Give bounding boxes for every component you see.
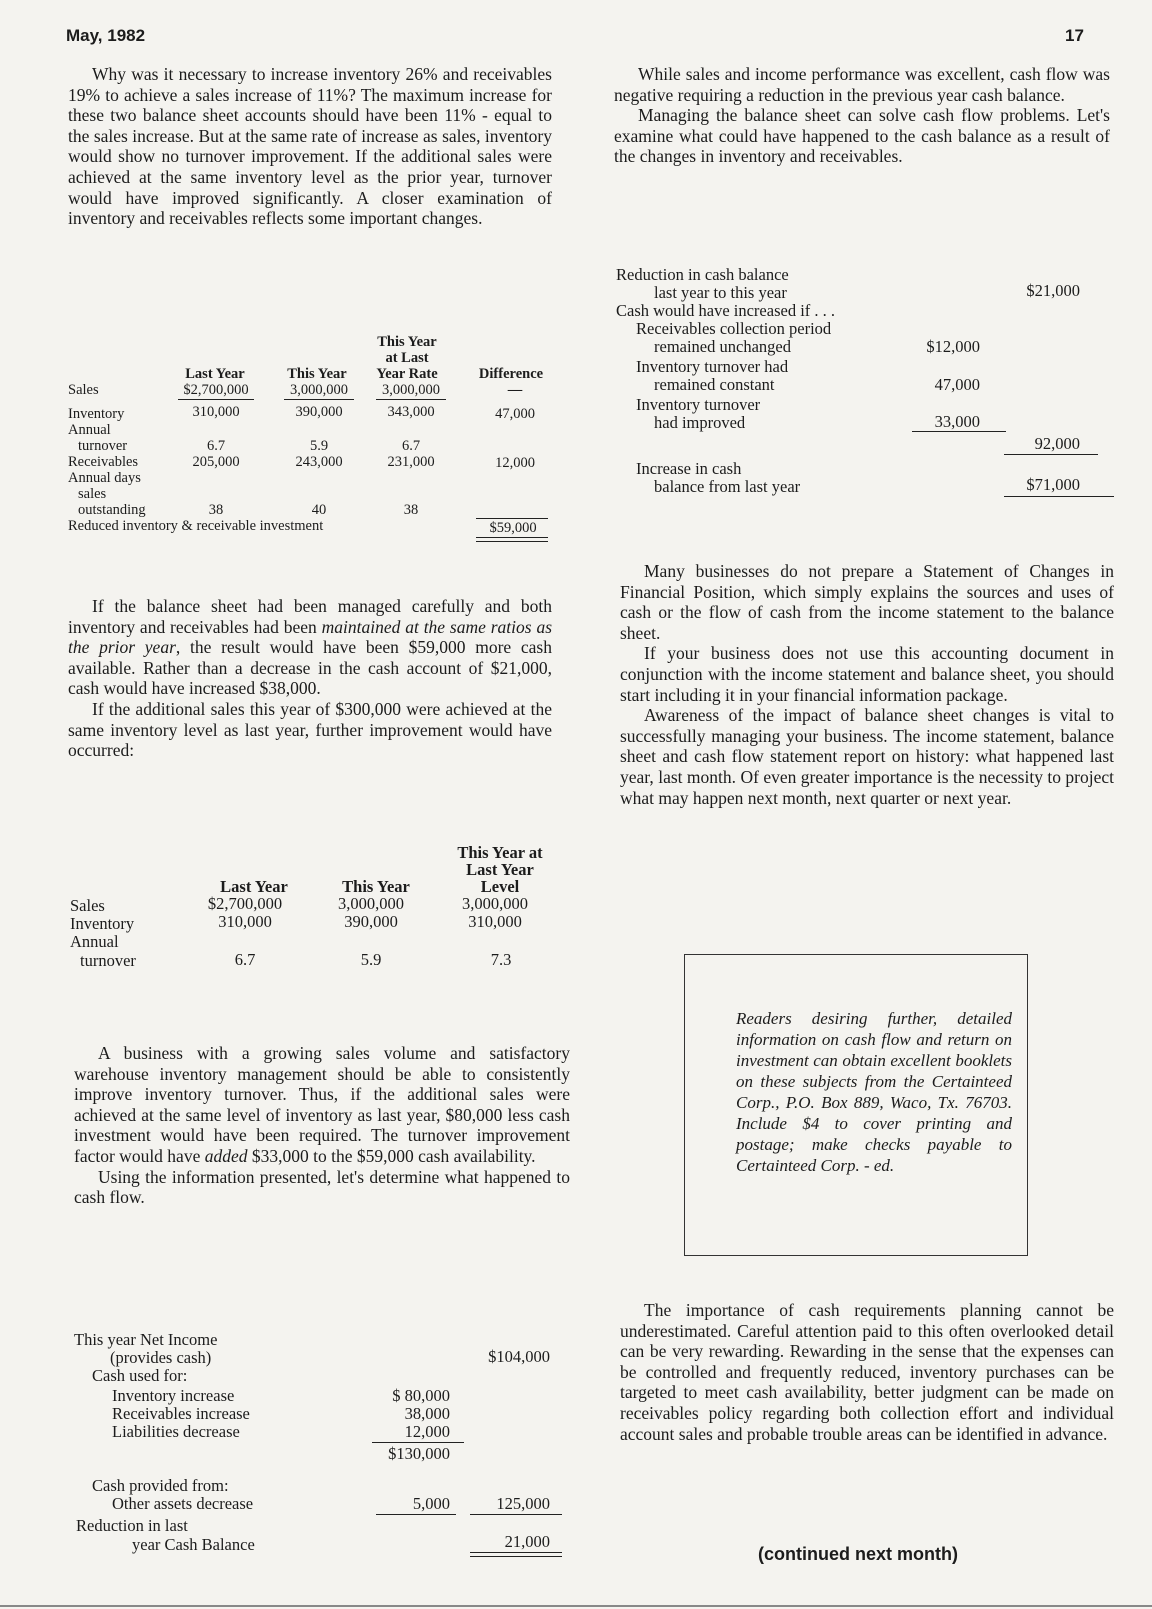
rc-inv-imp-1: Inventory turnover [636, 395, 761, 414]
t1-sales-dbl-rule-2 [284, 399, 354, 400]
awareness-paragraph: Awareness of the impact of balance sheet changes is vital to successfully managing your business. The income statement, balance sheet and cash flow statement report on history: what happened last year, last month. Of even greater importance is the necessity to project what may happen next month, next quarter or next year. [620, 705, 1114, 808]
rc-inv-const-2: remained constant [654, 375, 775, 394]
t2-head-level-3: Level [480, 877, 520, 896]
t1-inventory-this: 390,000 [295, 404, 343, 420]
t1-receivables-last: 205,000 [192, 454, 240, 470]
t1-head-last-year: Last Year [185, 366, 245, 382]
negative-cash-paragraph: While sales and income performance was excellent, cash flow was negative requiring a reduction in the previous year cash balance. [614, 64, 1110, 105]
t1-head-difference: Difference [478, 366, 544, 382]
rc-increase-value: $71,000 [1026, 475, 1080, 494]
t1-sales-dbl-rule-1 [178, 399, 254, 400]
rc-increase-2: balance from last year [654, 477, 801, 496]
t1-inventory-label: Inventory [68, 406, 125, 422]
cf-reduction-value: 21,000 [504, 1532, 550, 1551]
t1-reduced-value: $59,000 [489, 520, 537, 536]
t2-head-this-year: This Year [342, 877, 410, 896]
additional-sales-paragraph: If the additional sales this year of $300,000 were achieved at the same inventory level as last year, further improvement would have occurred: [68, 698, 552, 761]
t2-sales-last: $2,700,000 [207, 894, 283, 913]
t1-head-rate-3: Year Rate [376, 366, 438, 382]
rc-reduction-2: last year to this year [654, 283, 787, 302]
t2-head-level-1: This Year at [457, 843, 543, 862]
cf-reduction-double-rule [470, 1552, 562, 1557]
t1-inventory-diff: 47,000 [495, 406, 535, 422]
t1-sales-label: Sales [68, 382, 99, 398]
rc-sum-value: 92,000 [1034, 434, 1080, 453]
rc-subtotal-rule [912, 431, 1006, 432]
rc-inv-imp-2: had improved [654, 413, 746, 432]
t1-days-last: 38 [208, 502, 224, 518]
determine-paragraph: Using the information presented, let's determine what happened to cash flow. [74, 1166, 570, 1208]
right-middle-paragraphs [620, 561, 1114, 808]
right-top-paragraphs [614, 64, 1110, 167]
t1-head-rate-1: This Year [377, 334, 437, 350]
t2-sales-this: 3,000,000 [338, 894, 404, 913]
page-bottom-edge [0, 1605, 1152, 1607]
t1-sales-this: 3,000,000 [284, 382, 354, 400]
cf-liabilities-decrease: Liabilities decrease [112, 1422, 240, 1441]
rc-sum-rule [1004, 454, 1098, 455]
t1-days-label-2: sales [78, 486, 107, 502]
t1-days-label-1: Annual days [68, 470, 141, 486]
importance-paragraph: The importance of cash requirements planning cannot be underestimated. Careful attention paid to this often overlooked detail can be very rewarding. Rewarding in the sense that the expenses can be controlled and frequently reduced, inventory purchases can be targeted to meet cash availability, better judgment can be made on receivables policy regarding both collection effort and individual account sales and probable trouble areas can be identified in advance. [620, 1300, 1114, 1444]
t2-head-level-2: Last Year [466, 860, 534, 879]
cf-net-income-1: This year Net Income [74, 1330, 218, 1349]
rc-increase-rule [1004, 496, 1114, 497]
t1-turnover-label-2: turnover [78, 438, 128, 454]
issue-date: May, 1982 [66, 26, 146, 45]
intro-paragraph [68, 64, 552, 229]
reader-note-text: Readers desiring further, detailed information on cash flow and return on investment can obtain excellent booklets on these subjects from the Certainteed Corp., P.O. Box 889, Waco, Tx. 76703. Include $4 to cover printing and postage; make checks payable to Certainteed Corp. - ed. [736, 1009, 1012, 1175]
rc-inv-imp-value: 33,000 [934, 412, 980, 431]
growing-sales-text-em: added [204, 1145, 248, 1166]
cf-used-rule [372, 1442, 464, 1443]
accounting-doc-paragraph: If your business does not use this accounting document in conjunction with the income statement and balance sheet, you should start including it in your financial information package. [620, 643, 1114, 705]
t2-turnover-level: 7.3 [490, 950, 512, 969]
t1-sales-last: $2,700,000 [178, 382, 254, 400]
t1-days-rate: 38 [403, 502, 419, 518]
cf-net-income-value: $104,000 [488, 1347, 550, 1366]
t1-days-label-3: outstanding [78, 502, 146, 518]
rc-increase-1: Increase in cash [636, 459, 742, 478]
t2-head-last-year: Last Year [220, 877, 288, 896]
cf-receivables-increase-value: 38,000 [404, 1404, 450, 1423]
cf-receivables-increase: Receivables increase [112, 1404, 250, 1423]
t1-reduced-label: Reduced inventory & receivable investment [68, 518, 324, 534]
t1-turnover-rate: 6.7 [401, 438, 421, 454]
growing-sales-text-a: A business with a growing sales volume and satisfactory warehouse inventory management should be able to consistently improve inventory turnover. Thus, if the additional sales were achieved at the same level of inventory as last year, $80,000 less cash investment would have been required. The turnover improvement factor would have [74, 1043, 570, 1166]
t1-head-rate-2: at Last [385, 350, 429, 366]
cf-other-assets-value: 5,000 [412, 1494, 450, 1513]
t1-days-this: 40 [311, 502, 327, 518]
right-bottom-paragraph [620, 1300, 1114, 1444]
t1-receivables-rate: 231,000 [387, 454, 435, 470]
cf-liabilities-decrease-value: 12,000 [404, 1422, 450, 1441]
t2-turnover-label-1: Annual [70, 932, 119, 951]
t2-sales-level: 3,000,000 [462, 894, 528, 913]
t1-sales-rate: 3,000,000 [376, 382, 446, 400]
t2-inventory-label: Inventory [70, 914, 135, 933]
cf-inventory-increase-value: $ 80,000 [392, 1386, 450, 1405]
t1-total-top-rule [476, 518, 548, 519]
growing-sales-text-b: $33,000 to the $59,000 cash availability. [247, 1145, 536, 1166]
rc-reduction-value: $21,000 [1026, 281, 1080, 300]
cf-other-assets: Other assets decrease [112, 1494, 254, 1513]
middle-paragraphs [68, 596, 552, 761]
cf-other-assets-rule [376, 1514, 456, 1515]
rc-inv-const-1: Inventory turnover had [636, 357, 789, 376]
t2-inventory-last: 310,000 [218, 912, 272, 931]
t1-receivables-diff: 12,000 [495, 455, 535, 471]
t1-receivables-label: Receivables [68, 454, 139, 470]
rc-inv-const-value: 47,000 [934, 375, 980, 394]
cf-provided-total: 125,000 [496, 1494, 550, 1513]
t2-turnover-label-2: turnover [80, 951, 136, 970]
managed-text-a: If the balance sheet had been managed carefully and both inventory and receivables had been [68, 596, 552, 637]
managed-text-em: maintained at the same ratios as the prior year [68, 616, 553, 658]
t1-turnover-this: 5.9 [309, 438, 329, 454]
cf-used-total: $130,000 [388, 1444, 450, 1463]
t1-inventory-last: 310,000 [192, 404, 240, 420]
t1-inventory-rate: 343,000 [387, 404, 435, 420]
t2-inventory-this: 390,000 [344, 912, 398, 931]
statement-paragraph: Many businesses do not prepare a Statement of Changes in Financial Position, which simply explains the sources and uses of cash or the flow of cash from the income statement to the balance sheet. [620, 561, 1114, 643]
cf-provided-from: Cash provided from: [92, 1476, 229, 1495]
t1-head-this-year: This Year [287, 366, 347, 382]
continued-note: (continued next month) [758, 1544, 958, 1564]
t2-turnover-last: 6.7 [234, 950, 256, 969]
t1-total-double-rule [476, 537, 548, 542]
page-number: 17 [1065, 26, 1084, 45]
rc-recv-2: remained unchanged [654, 337, 791, 356]
t2-sales-label: Sales [70, 896, 105, 915]
cf-used-for: Cash used for: [92, 1366, 188, 1385]
managing-paragraph: Managing the balance sheet can solve cash flow problems. Let's examine what could have happened to the cash balance as a result of the changes in inventory and receivables. [614, 105, 1110, 167]
t1-turnover-label-1: Annual [68, 422, 111, 438]
managed-text-b: , the result would have been $59,000 more cash available. Rather than a decrease in the cash account of $21,000, cash would have increased $38,000. [68, 637, 552, 699]
t2-turnover-this: 5.9 [360, 950, 382, 969]
t1-turnover-last: 6.7 [206, 438, 226, 454]
cf-inventory-increase: Inventory increase [112, 1386, 235, 1405]
cf-net-income-2: (provides cash) [110, 1348, 212, 1367]
rc-recv-value: $12,000 [926, 337, 980, 356]
t1-receivables-this: 243,000 [295, 454, 343, 470]
t1-sales-diff: — [507, 382, 523, 398]
cf-provided-rule [470, 1514, 562, 1515]
growing-sales-paragraph [74, 1043, 570, 1167]
rc-would-increase: Cash would have increased if . . . [616, 301, 836, 320]
t2-inventory-level: 310,000 [468, 912, 522, 931]
t1-sales-dbl-rule-3 [376, 399, 446, 400]
cf-reduction-1: Reduction in last [76, 1516, 188, 1535]
rc-reduction-1: Reduction in cash balance [616, 265, 789, 284]
intro-text: Why was it necessary to increase inventory 26% and receivables 19% to achieve a sales increase of 11%? The maximum increase for these two balance sheet accounts should have been 11% - equal to the sales increase. But at the same rate of increase as sales, inventory would show no turnover improvement. If the additional sales were achieved at the same inventory level as the prior year, turnover would have improved significantly. A closer examination of inventory and receivables reflects some important changes. [68, 64, 552, 229]
lower-paragraphs [74, 1043, 570, 1208]
rc-recv-1: Receivables collection period [636, 319, 832, 338]
managed-paragraph [68, 596, 552, 699]
cf-reduction-2: year Cash Balance [132, 1535, 255, 1554]
